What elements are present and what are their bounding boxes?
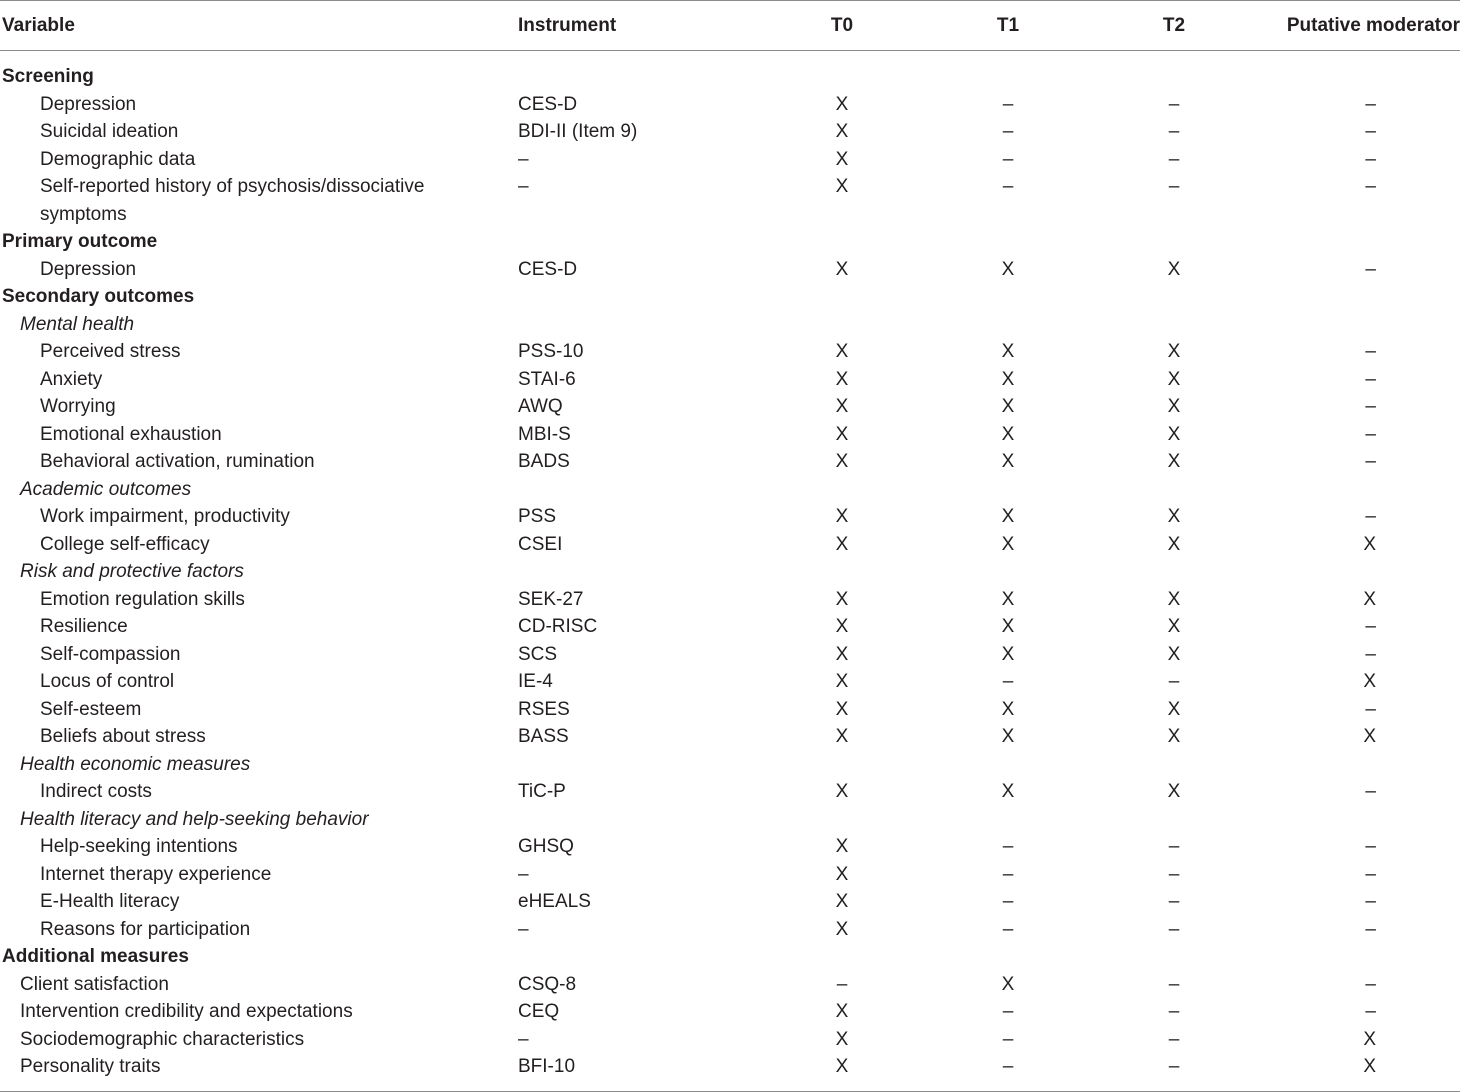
variable-cell: Locus of control <box>40 671 175 692</box>
t2-cell: X <box>1167 341 1181 362</box>
t1-cell: – <box>1002 1001 1014 1022</box>
table-row <box>0 833 1460 861</box>
t2-cell: X <box>1167 368 1181 390</box>
t2-cell: – <box>1168 93 1180 115</box>
moderator-cell: – <box>1365 451 1376 472</box>
section-row <box>0 51 1460 91</box>
t0-cell: X <box>835 836 849 857</box>
moderator-cell <box>1236 751 1460 779</box>
t0-cell: X <box>835 671 849 692</box>
variable-cell: Primary outcome <box>2 231 158 252</box>
moderator-cell: – <box>1365 698 1376 720</box>
subsection-row <box>0 806 1460 834</box>
moderator-cell <box>1236 476 1460 504</box>
t2-cell: X <box>1167 726 1181 747</box>
t1-cell: – <box>1002 1028 1014 1050</box>
table-row <box>0 1026 1460 1054</box>
moderator-cell: – <box>1365 121 1376 142</box>
t0-cell: X <box>780 1053 904 1091</box>
t0-cell: X <box>835 863 849 885</box>
table-row <box>0 421 1460 449</box>
t0-cell <box>780 283 904 311</box>
t2-cell <box>1112 51 1236 91</box>
t2-cell: X <box>1167 781 1181 802</box>
table-row <box>0 861 1460 889</box>
t2-cell: – <box>1168 918 1180 940</box>
instrument-cell: CES-D <box>518 93 578 115</box>
instrument-cell: SCS <box>518 643 558 665</box>
instrument-cell: IE-4 <box>518 671 553 692</box>
variable-cell: Self-compassion <box>40 643 181 665</box>
moderator-cell: X <box>1363 1028 1376 1050</box>
t0-cell: X <box>835 258 849 280</box>
t1-cell: – <box>1002 891 1014 912</box>
instrument-cell: eHEALS <box>518 891 591 912</box>
t2-cell: X <box>1167 451 1181 472</box>
t1-cell: X <box>1001 726 1015 747</box>
instrument-cell <box>518 751 780 779</box>
t0-cell: X <box>835 121 849 142</box>
variable-cell: Secondary outcomes <box>2 286 195 307</box>
variable-cell: Additional measures <box>2 946 189 967</box>
variable-cell: Depression <box>40 258 137 280</box>
t1-cell: X <box>1001 781 1015 802</box>
instrument-cell: BASS <box>518 726 569 747</box>
instrument-cell: CSEI <box>518 533 563 555</box>
header-t2: T2 <box>1112 1 1236 51</box>
instrument-cell <box>518 806 780 834</box>
table-row <box>0 778 1460 806</box>
t2-cell: X <box>1167 396 1181 417</box>
t0-cell: X <box>835 506 849 527</box>
variable-cell: Emotional exhaustion <box>40 423 222 445</box>
section-row <box>0 943 1460 971</box>
t2-cell <box>1112 283 1236 311</box>
table-row <box>0 1053 1460 1091</box>
t1-cell: X <box>1001 396 1015 417</box>
header-putative-moderator: Putative moderator <box>1236 1 1460 51</box>
t0-cell: – <box>836 973 848 995</box>
variable-cell: Reasons for participation <box>40 918 251 940</box>
t0-cell <box>780 806 904 834</box>
t1-cell <box>904 311 1112 339</box>
t2-cell <box>1112 311 1236 339</box>
moderator-cell: – <box>1365 506 1376 527</box>
variable-cell: Demographic data <box>40 148 196 170</box>
instrument-cell: GHSQ <box>518 836 574 857</box>
t2-cell: X <box>1167 506 1181 527</box>
variable-cell: Academic outcomes <box>20 478 192 500</box>
t0-cell: X <box>835 148 849 170</box>
instrument-cell: – <box>518 148 529 170</box>
t0-cell <box>780 558 904 586</box>
t1-cell: – <box>1002 863 1014 885</box>
moderator-cell: X <box>1363 533 1376 555</box>
t2-cell: – <box>1168 891 1180 912</box>
t0-cell: X <box>835 891 849 912</box>
t2-cell: X <box>1167 423 1181 445</box>
moderator-cell: – <box>1365 973 1376 995</box>
variable-cell: Beliefs about stress <box>40 726 206 747</box>
moderator-cell: – <box>1365 368 1376 390</box>
moderator-cell <box>1236 51 1460 91</box>
instrument-cell <box>518 283 780 311</box>
instrument-cell: – <box>518 1028 529 1050</box>
variable-cell: Work impairment, productivity <box>40 506 290 527</box>
t1-cell <box>904 228 1112 256</box>
t0-cell: X <box>835 616 849 637</box>
moderator-cell: X <box>1236 1053 1460 1091</box>
table-row <box>0 916 1460 944</box>
moderator-cell <box>1236 806 1460 834</box>
subsection-row <box>0 558 1460 586</box>
t2-cell: X <box>1167 533 1181 555</box>
t0-cell: X <box>835 341 849 362</box>
moderator-cell: – <box>1365 423 1376 445</box>
table-row <box>0 448 1460 476</box>
subsection-row <box>0 311 1460 339</box>
variable-cell: College self-efficacy <box>40 533 210 555</box>
header-row <box>0 1 1460 51</box>
variable-cell: Behavioral activation, rumination <box>40 451 315 472</box>
t1-cell: X <box>1001 451 1015 472</box>
variable-cell: Mental health <box>20 313 135 335</box>
moderator-cell: – <box>1365 643 1376 665</box>
t0-cell: X <box>835 176 849 197</box>
t1-cell <box>904 943 1112 971</box>
variable-cell: Resilience <box>40 616 128 637</box>
header-t1: T1 <box>904 1 1112 51</box>
instrument-cell: AWQ <box>518 396 563 417</box>
t1-cell: X <box>1001 588 1015 610</box>
instrument-cell: CES-D <box>518 258 578 280</box>
variable-cell: Indirect costs <box>40 781 152 802</box>
table-row <box>0 531 1460 559</box>
variable-cell: Personality traits <box>0 1053 518 1091</box>
instrument-cell: – <box>518 863 529 885</box>
table-row <box>0 503 1460 531</box>
table-row <box>0 586 1460 614</box>
t0-cell: X <box>835 1001 849 1022</box>
moderator-cell: – <box>1365 148 1376 170</box>
instrument-cell: TiC-P <box>518 781 566 802</box>
variable-cell: Sociodemographic characteristics <box>20 1028 305 1050</box>
table-row <box>0 888 1460 916</box>
moderator-cell <box>1236 228 1460 256</box>
t0-cell: X <box>835 423 849 445</box>
t0-cell: X <box>835 588 849 610</box>
t0-cell: X <box>835 781 849 802</box>
moderator-cell: – <box>1365 341 1376 362</box>
t1-cell: X <box>1001 698 1015 720</box>
t1-cell: – <box>1002 121 1014 142</box>
t0-cell <box>780 311 904 339</box>
t1-cell <box>904 51 1112 91</box>
t2-cell: – <box>1168 863 1180 885</box>
instrument-cell: CEQ <box>518 1001 560 1022</box>
t1-cell: X <box>1001 643 1015 665</box>
t2-cell <box>1112 558 1236 586</box>
table-row <box>0 641 1460 669</box>
t2-cell: – <box>1168 176 1180 197</box>
moderator-cell: – <box>1365 891 1376 912</box>
t1-cell: – <box>1002 176 1014 197</box>
variable-cell: Anxiety <box>40 368 103 390</box>
instrument-cell <box>518 943 780 971</box>
t1-cell: X <box>1001 506 1015 527</box>
moderator-cell: – <box>1365 836 1376 857</box>
subsection-row <box>0 751 1460 779</box>
t1-cell <box>904 476 1112 504</box>
t2-cell: X <box>1167 258 1181 280</box>
variable-cell: Risk and protective factors <box>20 561 244 582</box>
variable-cell: Worrying <box>40 396 116 417</box>
moderator-cell: X <box>1363 671 1376 692</box>
t1-cell: – <box>1002 836 1014 857</box>
t1-cell <box>904 751 1112 779</box>
instrument-cell: STAI-6 <box>518 368 576 390</box>
variable-cell: Health economic measures <box>20 753 251 775</box>
table-row <box>0 173 1460 228</box>
table-row <box>0 613 1460 641</box>
table-row <box>0 971 1460 999</box>
t0-cell <box>780 751 904 779</box>
t2-cell <box>1112 228 1236 256</box>
t0-cell: X <box>835 451 849 472</box>
variable-cell: Emotion regulation skills <box>40 588 245 610</box>
t0-cell: X <box>835 698 849 720</box>
instrument-cell: BFI-10 <box>518 1053 780 1091</box>
t2-cell: – <box>1168 836 1180 857</box>
moderator-cell: X <box>1363 588 1376 610</box>
subsection-row <box>0 476 1460 504</box>
instrument-cell: MBI-S <box>518 423 571 445</box>
section-row <box>0 283 1460 311</box>
t2-cell: X <box>1167 588 1181 610</box>
t2-cell: – <box>1168 121 1180 142</box>
t2-cell: – <box>1112 1053 1236 1091</box>
t1-cell: X <box>1001 368 1015 390</box>
t0-cell: X <box>835 396 849 417</box>
table-row <box>0 723 1460 751</box>
variable-cell: Self-esteem <box>40 698 142 720</box>
moderator-cell <box>1236 311 1460 339</box>
moderator-cell: – <box>1365 781 1376 802</box>
section-row <box>0 228 1460 256</box>
t2-cell: – <box>1168 148 1180 170</box>
header-variable: Variable <box>0 1 518 51</box>
moderator-cell: – <box>1365 176 1376 197</box>
instrument-cell <box>518 476 780 504</box>
t1-cell: – <box>904 1053 1112 1091</box>
instrument-cell: PSS <box>518 506 557 527</box>
header-t0: T0 <box>780 1 904 51</box>
t0-cell: X <box>835 918 849 940</box>
instrument-cell: – <box>518 918 529 940</box>
t1-cell: X <box>1001 258 1015 280</box>
t0-cell: X <box>835 726 849 747</box>
instrument-cell <box>518 558 780 586</box>
table-row <box>0 393 1460 421</box>
variable-cell: Help-seeking intentions <box>40 836 238 857</box>
instrument-cell <box>518 51 780 91</box>
instrument-cell: RSES <box>518 698 570 720</box>
t0-cell <box>780 228 904 256</box>
t1-cell: – <box>1002 148 1014 170</box>
t1-cell: – <box>1002 93 1014 115</box>
t1-cell: X <box>1001 973 1015 995</box>
table-row <box>0 998 1460 1026</box>
t0-cell <box>780 51 904 91</box>
moderator-cell: X <box>1363 726 1376 747</box>
t0-cell <box>780 943 904 971</box>
moderator-cell: – <box>1365 258 1376 280</box>
t0-cell: X <box>835 643 849 665</box>
moderator-cell <box>1236 283 1460 311</box>
variable-cell: Client satisfaction <box>20 973 169 995</box>
table-row <box>0 366 1460 394</box>
t0-cell: X <box>835 533 849 555</box>
t1-cell <box>904 283 1112 311</box>
t2-cell <box>1112 751 1236 779</box>
variable-cell: Suicidal ideation <box>40 121 179 142</box>
variable-cell: Intervention credibility and expectations <box>20 1001 353 1022</box>
t2-cell: – <box>1168 1001 1180 1022</box>
t2-cell: – <box>1168 1028 1180 1050</box>
t0-cell: X <box>835 93 849 115</box>
t2-cell: X <box>1167 643 1181 665</box>
instrument-cell <box>518 228 780 256</box>
t1-cell: – <box>1002 671 1014 692</box>
t1-cell: X <box>1001 533 1015 555</box>
t0-cell: X <box>835 1028 849 1050</box>
t1-cell: X <box>1001 423 1015 445</box>
table-row <box>0 146 1460 174</box>
t1-cell: X <box>1001 341 1015 362</box>
t2-cell <box>1112 806 1236 834</box>
t2-cell <box>1112 476 1236 504</box>
t0-cell <box>780 476 904 504</box>
moderator-cell <box>1236 943 1460 971</box>
table-row <box>0 256 1460 284</box>
table-row <box>0 118 1460 146</box>
variable-cell: Perceived stress <box>40 341 181 362</box>
t2-cell: X <box>1167 698 1181 720</box>
table-row <box>0 338 1460 366</box>
t1-cell <box>904 806 1112 834</box>
t1-cell: X <box>1001 616 1015 637</box>
t2-cell <box>1112 943 1236 971</box>
variable-cell: Internet therapy experience <box>40 863 272 885</box>
variable-cell: Health literacy and help-seeking behavior <box>20 808 369 830</box>
t0-cell: X <box>835 368 849 390</box>
t2-cell: X <box>1167 616 1181 637</box>
variable-cell: Screening <box>2 66 94 87</box>
instrument-cell: BDI-II (Item 9) <box>518 121 638 142</box>
moderator-cell: – <box>1365 863 1376 885</box>
t1-cell <box>904 558 1112 586</box>
moderator-cell <box>1236 558 1460 586</box>
table-row <box>0 696 1460 724</box>
moderator-cell: – <box>1365 616 1376 637</box>
t2-cell: – <box>1168 973 1180 995</box>
moderator-cell: – <box>1365 93 1376 115</box>
variable-cell: E-Health literacy <box>40 891 180 912</box>
instrument-cell: CD-RISC <box>518 616 598 637</box>
instrument-cell: BADS <box>518 451 570 472</box>
variable-cell: Self-reported history of psychosis/dissociative symptoms <box>40 176 425 225</box>
instrument-cell: – <box>518 176 529 197</box>
instrument-cell <box>518 311 780 339</box>
moderator-cell: – <box>1365 918 1376 940</box>
t1-cell: – <box>1002 918 1014 940</box>
instrument-cell: CSQ-8 <box>518 973 577 995</box>
moderator-cell: – <box>1365 1001 1376 1022</box>
instrument-cell: SEK-27 <box>518 588 584 610</box>
variable-cell: Depression <box>40 93 137 115</box>
table-row <box>0 91 1460 119</box>
table-body <box>0 51 1460 1092</box>
instrument-cell: PSS-10 <box>518 341 584 362</box>
header-instrument: Instrument <box>518 1 780 51</box>
table-row <box>0 668 1460 696</box>
t2-cell: – <box>1168 671 1180 692</box>
moderator-cell: – <box>1365 396 1376 417</box>
